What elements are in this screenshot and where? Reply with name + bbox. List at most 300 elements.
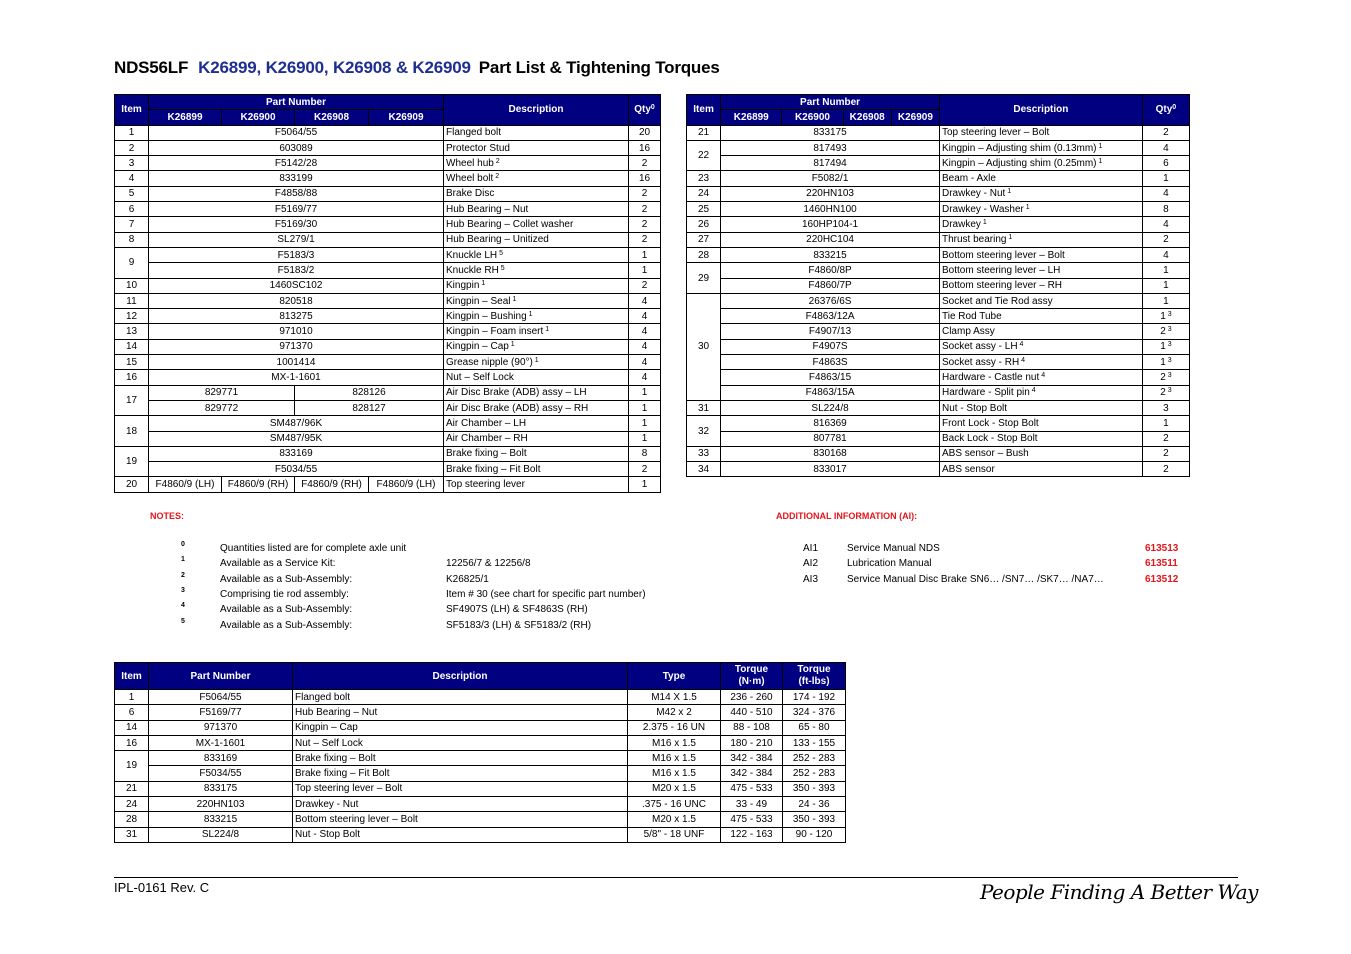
part-quantity: 1 $^3$ xyxy=(1142,339,1189,354)
thread-type: M14 X 1.5 xyxy=(628,690,721,705)
item-number: 17 xyxy=(115,385,149,416)
item-number: 1 xyxy=(115,125,149,140)
item-number: 5 xyxy=(115,186,149,201)
note-value: K26825/1 xyxy=(446,573,489,585)
table-row xyxy=(115,385,661,400)
part-number: 26376/6S xyxy=(721,293,940,308)
part-quantity: 20 xyxy=(629,125,661,140)
part-number: F5064/55 xyxy=(149,125,444,140)
part-quantity: 4 xyxy=(1142,217,1189,232)
header-model: K26899 xyxy=(721,110,782,125)
part-quantity: 2 xyxy=(629,217,661,232)
part-number: F4860/9 (LH) xyxy=(149,477,222,492)
part-description: Hardware - Split pin $^4$ xyxy=(939,385,1142,400)
part-quantity: 16 xyxy=(629,171,661,186)
part-quantity: 3 xyxy=(1142,400,1189,415)
part-description: Bottom steering lever – Bolt xyxy=(293,812,628,827)
part-description: Flanged bolt xyxy=(293,690,628,705)
ai-id: AI1 xyxy=(803,543,819,554)
table-row xyxy=(115,278,661,293)
header-type: Type xyxy=(628,663,721,690)
torque-nm: 180 - 210 xyxy=(721,735,783,750)
item-number: 28 xyxy=(115,812,149,827)
thread-type: M16 x 1.5 xyxy=(628,735,721,750)
part-number: 807781 xyxy=(721,431,940,446)
part-description: Brake fixing – Bolt xyxy=(293,751,628,766)
header-item: Item xyxy=(115,95,149,126)
part-number: SM487/95K xyxy=(149,431,444,446)
part-description: Hub Bearing – Nut xyxy=(293,705,628,720)
item-number: 19 xyxy=(115,751,149,782)
part-description: Kingpin $^1$ xyxy=(444,278,629,293)
item-number: 10 xyxy=(115,278,149,293)
part-number: F4907/13 xyxy=(721,324,940,339)
part-description: Bottom steering lever – RH xyxy=(939,278,1142,293)
item-number: 6 xyxy=(115,705,149,720)
torque-ftlb: 252 - 283 xyxy=(783,751,846,766)
notes-heading: NOTES: xyxy=(150,511,185,521)
part-description: Hub Bearing – Collet washer xyxy=(444,217,629,232)
table-row xyxy=(687,278,1190,293)
item-number: 24 xyxy=(115,797,149,812)
thread-type: 2.375 - 16 UN xyxy=(628,720,721,735)
part-number: 971370 xyxy=(149,339,444,354)
item-number: 6 xyxy=(115,202,149,217)
part-description: Hub Bearing – Unitized xyxy=(444,232,629,247)
table-row xyxy=(115,446,661,461)
torque-nm: 475 - 533 xyxy=(721,812,783,827)
part-number: F4907S xyxy=(721,339,940,354)
table-row xyxy=(687,431,1190,446)
part-quantity: 1 $^3$ xyxy=(1142,355,1189,370)
table-row xyxy=(687,370,1190,385)
table-row xyxy=(115,400,661,415)
table-row xyxy=(687,324,1190,339)
part-quantity: 4 xyxy=(629,370,661,385)
table-row xyxy=(687,293,1190,308)
torque-ftlb: 133 - 155 xyxy=(783,735,846,750)
part-number: 833215 xyxy=(149,812,293,827)
ai-title: Service Manual Disc Brake SN6… /SN7… /SK7… /NA7… xyxy=(847,573,1104,585)
part-number: 833175 xyxy=(721,125,940,140)
table-row xyxy=(687,140,1190,155)
item-number: 22 xyxy=(687,140,721,171)
part-number: F5169/77 xyxy=(149,202,444,217)
item-number: 11 xyxy=(115,293,149,308)
torque-ftlb: 65 - 80 xyxy=(783,720,846,735)
torque-ftlb: 350 - 393 xyxy=(783,781,846,796)
part-number: F4863/15A xyxy=(721,385,940,400)
torque-nm: 88 - 108 xyxy=(721,720,783,735)
part-number: 833017 xyxy=(721,462,940,477)
ai-manual-number: 613511 xyxy=(1145,558,1178,570)
part-description: Clamp Assy xyxy=(939,324,1142,339)
table-row xyxy=(687,263,1190,278)
table-row xyxy=(115,263,661,278)
part-quantity: 6 xyxy=(1142,156,1189,171)
part-quantity: 1 xyxy=(1142,171,1189,186)
header-model: K26908 xyxy=(843,110,891,125)
part-description: ABS sensor xyxy=(939,462,1142,477)
part-quantity: 1 xyxy=(629,400,661,415)
item-number: 7 xyxy=(115,217,149,232)
part-quantity: 2 xyxy=(629,278,661,293)
ai-title: Service Manual NDS xyxy=(847,543,940,554)
part-number: F5142/28 xyxy=(149,156,444,171)
thread-type: M42 x 2 xyxy=(628,705,721,720)
note-marker: 1 xyxy=(181,556,185,564)
part-description: Nut – Self Lock xyxy=(293,735,628,750)
part-number: 833215 xyxy=(721,247,940,262)
part-quantity: 4 xyxy=(629,293,661,308)
item-number: 14 xyxy=(115,339,149,354)
part-quantity: 1 xyxy=(629,385,661,400)
item-number: 4 xyxy=(115,171,149,186)
part-description: Air Chamber – LH xyxy=(444,416,629,431)
table-row xyxy=(115,477,661,492)
table-row xyxy=(115,247,661,262)
table-row xyxy=(115,355,661,370)
table-row xyxy=(115,705,846,720)
ai-id: AI2 xyxy=(803,558,819,570)
part-number: 220HN103 xyxy=(149,797,293,812)
part-number: F4860/9 (RH) xyxy=(222,477,295,492)
part-number: SL224/8 xyxy=(149,827,293,842)
part-description: Nut - Stop Bolt xyxy=(293,827,628,842)
part-description: Brake Disc xyxy=(444,186,629,201)
part-number: F5183/2 xyxy=(149,263,444,278)
ai-manual-number: 613513 xyxy=(1145,543,1179,554)
part-number: F4860/8P xyxy=(721,263,940,278)
header-description: Description xyxy=(444,95,629,126)
note-marker: 0 xyxy=(181,541,185,548)
table-row xyxy=(687,217,1190,232)
part-description: Kingpin – Cap xyxy=(293,720,628,735)
part-quantity: 2 $^3$ xyxy=(1142,385,1189,400)
part-number: 830168 xyxy=(721,446,940,461)
part-description: Drawkey - Nut xyxy=(293,797,628,812)
part-description: Tie Rod Tube xyxy=(939,309,1142,324)
part-quantity: 1 xyxy=(629,431,661,446)
title-models: K26899, K26900, K26908 & K26909 xyxy=(198,58,471,77)
part-quantity: 4 xyxy=(629,309,661,324)
part-description: Front Lock - Stop Bolt xyxy=(939,416,1142,431)
item-number: 33 xyxy=(687,446,721,461)
table-row xyxy=(115,766,846,781)
part-quantity: 4 xyxy=(629,324,661,339)
table-row xyxy=(687,247,1190,262)
part-number: 160HP104-1 xyxy=(721,217,940,232)
part-description: Back Lock - Stop Bolt xyxy=(939,431,1142,446)
part-number: F5034/55 xyxy=(149,462,444,477)
part-number: 817494 xyxy=(721,156,940,171)
table-row xyxy=(115,797,846,812)
table-row xyxy=(115,370,661,385)
thread-type: M16 x 1.5 xyxy=(628,766,721,781)
note-value: 12256/7 & 12256/8 xyxy=(446,558,531,570)
header-model: K26909 xyxy=(891,110,939,125)
table-row xyxy=(115,217,661,232)
document-number: IPL-0161 Rev. C xyxy=(114,880,210,895)
item-number: 1 xyxy=(115,690,149,705)
part-description: Drawkey - Nut $^1$ xyxy=(939,186,1142,201)
table-row xyxy=(687,156,1190,171)
torque-ftlb: 90 - 120 xyxy=(783,827,846,842)
part-description: Knuckle RH $^5$ xyxy=(444,263,629,278)
part-description: Top steering lever xyxy=(444,477,629,492)
note-value: SF4907S (LH) & SF4863S (RH) xyxy=(446,604,588,616)
table-row xyxy=(115,202,661,217)
item-number: 31 xyxy=(115,827,149,842)
part-number: F5169/77 xyxy=(149,705,293,720)
item-number: 16 xyxy=(115,370,149,385)
header-torque-ftlb: Torque (ft-lbs) xyxy=(783,663,846,690)
part-number: MX-1-1601 xyxy=(149,370,444,385)
header-model: K26899 xyxy=(149,110,222,125)
part-number: F5082/1 xyxy=(721,171,940,186)
torque-nm: 475 - 533 xyxy=(721,781,783,796)
part-number: F5183/3 xyxy=(149,247,444,262)
part-description: Air Disc Brake (ADB) assy – LH xyxy=(444,385,629,400)
part-quantity: 1 xyxy=(1142,416,1189,431)
note-marker: 4 xyxy=(181,602,185,610)
header-model: K26909 xyxy=(369,110,444,125)
part-number: 1001414 xyxy=(149,355,444,370)
part-quantity: 2 xyxy=(1142,125,1189,140)
part-description: Beam - Axle xyxy=(939,171,1142,186)
item-number: 16 xyxy=(115,735,149,750)
part-description: Flanged bolt xyxy=(444,125,629,140)
table-row xyxy=(115,171,661,186)
part-quantity: 1 $^3$ xyxy=(1142,309,1189,324)
torque-nm: 33 - 49 xyxy=(721,797,783,812)
part-number: SL279/1 xyxy=(149,232,444,247)
part-number: 813275 xyxy=(149,309,444,324)
torque-nm: 342 - 384 xyxy=(721,766,783,781)
part-description: Thrust bearing $^1$ xyxy=(939,232,1142,247)
part-quantity: 1 xyxy=(1142,263,1189,278)
part-quantity: 1 xyxy=(1142,293,1189,308)
part-number: F4860/9 (LH) xyxy=(369,477,444,492)
header-part-number: Part Number xyxy=(149,663,293,690)
note-marker: 5 xyxy=(181,617,185,625)
item-number: 32 xyxy=(687,416,721,447)
torque-ftlb: 350 - 393 xyxy=(783,812,846,827)
torque-nm: 122 - 163 xyxy=(721,827,783,842)
part-number: 820518 xyxy=(149,293,444,308)
note-text: Available as a Sub-Assembly: xyxy=(220,573,353,585)
part-quantity: 4 xyxy=(1142,140,1189,155)
part-number: 817493 xyxy=(721,140,940,155)
table-row xyxy=(115,309,661,324)
item-number: 29 xyxy=(687,263,721,294)
item-number: 3 xyxy=(115,156,149,171)
part-number: 971370 xyxy=(149,720,293,735)
part-description: Kingpin – Adjusting shim (0.25mm) $^1$ xyxy=(939,156,1142,171)
part-description: Kingpin – Seal $^1$ xyxy=(444,293,629,308)
part-quantity: 1 xyxy=(1142,278,1189,293)
header-torque-nm: Torque (N·m) xyxy=(721,663,783,690)
part-quantity: 2 xyxy=(1142,232,1189,247)
table-row xyxy=(687,339,1190,354)
part-number: 833169 xyxy=(149,446,444,461)
part-description: ABS sensor – Bush xyxy=(939,446,1142,461)
table-row xyxy=(687,385,1190,400)
header-item: Item xyxy=(687,95,721,126)
header-part-number: Part Number xyxy=(149,95,444,110)
header-description: Description xyxy=(293,663,628,690)
table-row xyxy=(687,446,1190,461)
part-quantity: 2 xyxy=(1142,462,1189,477)
part-description: Kingpin – Adjusting shim (0.13mm) $^1$ xyxy=(939,140,1142,155)
part-number: 816369 xyxy=(721,416,940,431)
part-number: SM487/96K xyxy=(149,416,444,431)
item-number: 8 xyxy=(115,232,149,247)
part-description: Top steering lever – Bolt xyxy=(293,781,628,796)
thread-type: 5/8" - 18 UNF xyxy=(628,827,721,842)
part-description: Kingpin – Foam insert $^1$ xyxy=(444,324,629,339)
item-number: 20 xyxy=(115,477,149,492)
thread-type: M20 x 1.5 xyxy=(628,781,721,796)
torque-ftlb: 24 - 36 xyxy=(783,797,846,812)
table-row xyxy=(687,186,1190,201)
part-number: 971010 xyxy=(149,324,444,339)
header-qty: Qty$^0$ xyxy=(1142,95,1189,126)
part-number: 220HN103 xyxy=(721,186,940,201)
item-number: 2 xyxy=(115,140,149,155)
part-quantity: 2 xyxy=(629,202,661,217)
torque-nm: 440 - 510 xyxy=(721,705,783,720)
part-number: 829772 xyxy=(149,400,295,415)
torque-ftlb: 252 - 283 xyxy=(783,766,846,781)
part-number: F4863S xyxy=(721,355,940,370)
table-row xyxy=(687,462,1190,477)
table-row xyxy=(687,400,1190,415)
thread-type: M16 x 1.5 xyxy=(628,751,721,766)
part-quantity: 2 $^3$ xyxy=(1142,324,1189,339)
table-row xyxy=(115,827,846,842)
table-row xyxy=(687,202,1190,217)
table-row xyxy=(115,324,661,339)
note-value: Item # 30 (see chart for specific part number) xyxy=(446,588,646,600)
table-row xyxy=(115,462,661,477)
item-number: 13 xyxy=(115,324,149,339)
header-model: K26900 xyxy=(222,110,295,125)
part-quantity: 4 xyxy=(1142,186,1189,201)
part-quantity: 4 xyxy=(1142,247,1189,262)
part-number: 833199 xyxy=(149,171,444,186)
part-description: Wheel hub $^2$ xyxy=(444,156,629,171)
part-number: F4860/9 (RH) xyxy=(295,477,369,492)
note-marker: 2 xyxy=(181,571,185,579)
table-row xyxy=(687,125,1190,140)
part-quantity: 2 xyxy=(629,186,661,201)
table-row xyxy=(115,690,846,705)
note-text: Available as a Sub-Assembly: xyxy=(220,604,353,616)
header-description: Description xyxy=(939,95,1142,126)
item-number: 31 xyxy=(687,400,721,415)
part-description: Socket assy - LH $^4$ xyxy=(939,339,1142,354)
title-subtitle: Part List & Tightening Torques xyxy=(478,58,720,77)
parts-table-left xyxy=(114,94,661,493)
table-row xyxy=(115,186,661,201)
item-number: 26 xyxy=(687,217,721,232)
item-number: 23 xyxy=(687,171,721,186)
note-text: Comprising tie rod assembly: xyxy=(220,588,349,600)
table-row xyxy=(687,355,1190,370)
table-row xyxy=(115,125,661,140)
header-qty: Qty$^0$ xyxy=(629,95,661,126)
company-slogan: People Finding A Better Way xyxy=(980,880,1258,904)
part-quantity: 16 xyxy=(629,140,661,155)
item-number: 28 xyxy=(687,247,721,262)
table-row xyxy=(115,156,661,171)
item-number: 12 xyxy=(115,309,149,324)
table-row xyxy=(115,781,846,796)
header-part-number: Part Number xyxy=(721,95,940,110)
part-description: Kingpin – Cap $^1$ xyxy=(444,339,629,354)
header-model: K26908 xyxy=(295,110,369,125)
header-item: Item xyxy=(115,663,149,690)
part-description: Top steering lever – Bolt xyxy=(939,125,1142,140)
note-text: Quantities listed are for complete axle unit xyxy=(220,543,407,554)
table-row xyxy=(115,339,661,354)
table-row xyxy=(115,751,846,766)
part-quantity: 4 xyxy=(629,355,661,370)
part-number: F4863/12A xyxy=(721,309,940,324)
part-description: Air Chamber – RH xyxy=(444,431,629,446)
title-model: NDS56LF xyxy=(114,58,189,77)
torque-nm: 342 - 384 xyxy=(721,751,783,766)
table-row xyxy=(687,416,1190,431)
part-quantity: 2 xyxy=(629,232,661,247)
item-number: 19 xyxy=(115,446,149,477)
part-number: F5064/55 xyxy=(149,690,293,705)
part-number: 829771 xyxy=(149,385,295,400)
table-row xyxy=(687,232,1190,247)
part-description: Brake fixing – Bolt xyxy=(444,446,629,461)
part-number: 833175 xyxy=(149,781,293,796)
thread-type: .375 - 16 UNC xyxy=(628,797,721,812)
item-number: 14 xyxy=(115,720,149,735)
table-row xyxy=(115,232,661,247)
part-description: Protector Stud xyxy=(444,140,629,155)
thread-type: M20 x 1.5 xyxy=(628,812,721,827)
part-description: Nut - Stop Bolt xyxy=(939,400,1142,415)
part-number: 1460HN100 xyxy=(721,202,940,217)
header-model: K26900 xyxy=(782,110,843,125)
item-number: 9 xyxy=(115,247,149,278)
part-number: 828127 xyxy=(295,400,444,415)
note-text: Available as a Service Kit: xyxy=(220,558,336,570)
part-number: 603089 xyxy=(149,140,444,155)
item-number: 25 xyxy=(687,202,721,217)
ai-id: AI3 xyxy=(803,573,819,585)
item-number: 18 xyxy=(115,416,149,447)
parts-table-right xyxy=(686,94,1190,477)
part-quantity: 2 xyxy=(1142,431,1189,446)
part-description: Hub Bearing – Nut xyxy=(444,202,629,217)
part-description: Brake fixing – Fit Bolt xyxy=(444,462,629,477)
page-title xyxy=(114,58,720,78)
table-row xyxy=(115,431,661,446)
part-description: Socket and Tie Rod assy xyxy=(939,293,1142,308)
table-row xyxy=(115,735,846,750)
part-description: Air Disc Brake (ADB) assy – RH xyxy=(444,400,629,415)
part-quantity: 8 xyxy=(629,446,661,461)
item-number: 30 xyxy=(687,293,721,400)
table-row xyxy=(115,140,661,155)
